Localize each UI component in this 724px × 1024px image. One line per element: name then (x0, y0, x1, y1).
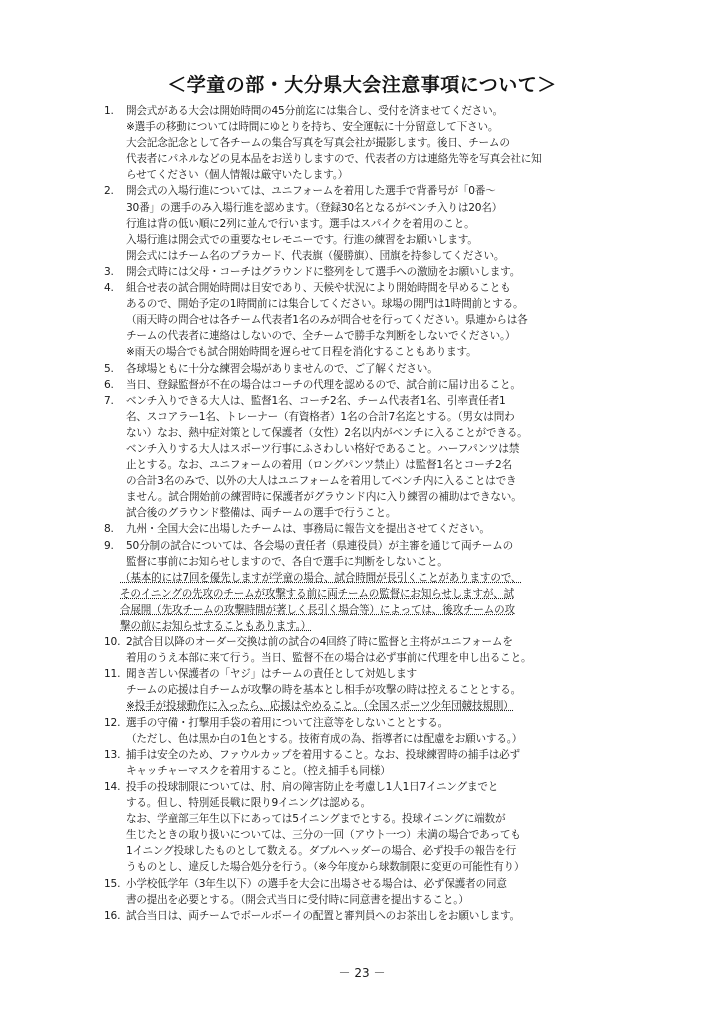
notice-item (104, 103, 614, 183)
document-title: ＜学童の部・大分県大会注意事項について＞ (167, 74, 557, 96)
notice-line: ない）なお、熱中症対策として保護者（女性）2名以内がベンチに入ることができる。 (126, 426, 528, 439)
notice-line-underlined: 撃の前にお知らせすることもあります。） (120, 620, 312, 632)
notice-item-number: 10. (104, 636, 121, 649)
notice-line: 2試合目以降のオーダー交換は前の試合の4回終了時に監督と主将がユニフォームを (126, 636, 513, 649)
notice-line: ※雨天の場合でも試合開始時間を遅らせて日程を消化することもあります。 (126, 346, 477, 359)
notice-item-number: 9. (104, 539, 114, 552)
notice-item (104, 715, 614, 747)
notice-line: らせてください（個人情報は厳守いたします。） (126, 169, 349, 182)
notice-item-number: 6. (104, 378, 114, 391)
notice-line: 聞き苦しい保護者の「ヤジ」はチームの責任として対処します (126, 668, 417, 681)
notice-line: 投手の投球制限については、肘、肩の障害防止を考慮し1人1日7イニングまでと (126, 780, 499, 793)
notice-line: 各球場ともに十分な練習会場がありませんので、ご了解ください。 (126, 362, 438, 375)
notice-item-number: 8. (104, 523, 114, 536)
notice-item-number: 1. (104, 105, 114, 117)
notice-line-underlined: ※投手が投球動作に入ったら、応援はやめること。（全国スポーツ少年団競技規則） (126, 700, 514, 713)
notice-line: 当日、登録監督が不在の場合はコーチの代理を認めるので、試合前に届け出ること。 (126, 378, 521, 391)
notice-item-number: 2. (104, 185, 114, 198)
notice-line: の合計3名のみで、以外の大人はユニフォームを着用してベンチ内に入ることはでき (126, 475, 517, 488)
notice-line: ※選手の移動については時間にゆとりを持ち、安全運転に十分留意して下さい。 (126, 121, 499, 134)
notice-item-number: 13. (104, 748, 121, 761)
notice-item (104, 747, 614, 779)
notice-line: 入場行進は開会式での重要なセレモニーです。行進の練習をお願いします。 (126, 233, 478, 246)
notice-line: 開会式の入場行進については、ユニフォームを着用した選手で背番号が「0番～ (126, 185, 496, 198)
notice-line: 止とする。なお、ユニフォームの着用（ロングパンツ禁止）は監督1名とコーチ2名 (126, 459, 512, 472)
notice-line: うものとし、違反した場合処分を行う。（※今年度から球数制限に変更の可能性有り） (126, 861, 525, 874)
notice-line: 選手の守備・打撃用手袋の着用について注意等をしないこととする。 (126, 716, 448, 729)
notice-item-number: 16. (104, 909, 121, 922)
notice-item (104, 538, 614, 635)
page-number: － 23 － (338, 966, 386, 980)
notice-line: 50分制の試合については、各会場の責任者（県連役員）が主審を通じて両チームの (126, 539, 514, 552)
notice-line: 着用のうえ本部に来て行う。当日、監督不在の場合は必ず事前に代理を申し出ること。 (126, 652, 532, 665)
notice-item (104, 876, 614, 908)
notice-item (104, 361, 614, 377)
notice-line: ません。試合開始前の練習時に保護者がグラウンド内に入り練習の補助はできない。 (126, 491, 522, 504)
notice-line: （雨天時の問合せは各チーム代表者1名のみが問合せを行ってください。県連からは各 (126, 314, 528, 327)
notice-line: 開会式にはチーム名のプラカード、代表旗（優勝旗）、団旗を持参してください。 (126, 249, 505, 262)
notice-line: 監督に事前にお知らせしますので、各自で選手に判断をしないこと。 (126, 555, 448, 568)
notice-line: あるので、開始予定の1時間前には集合してください。球場の開門は1時間前とする。 (126, 298, 524, 311)
notice-item (104, 183, 614, 263)
notice-item-number: 12. (104, 716, 121, 729)
notice-line: 名、スコアラー1名、トレーナー（有資格者）1名の合計7名迄とする。（男女は問わ (126, 410, 515, 423)
notice-line: 大会記念記念として各チームの集合写真を写真会社が撮影します。後日、チームの (126, 137, 510, 150)
notice-line: 開会式時には父母・コーチはグラウンドに整列をして選手への激励をお願いします。 (126, 265, 521, 278)
notice-item (104, 393, 614, 522)
notice-item-number: 11. (104, 668, 121, 681)
notice-item-number: 5. (104, 362, 114, 375)
notice-item-number: 3. (104, 265, 114, 278)
notice-line: 行進は背の低い順に2列に並んで行います。選手はスパイクを着用のこと。 (126, 217, 475, 230)
notice-line-underlined: （基本的には7回を優先しますが学童の場合、試合時間が長引くことがありますので、 (120, 571, 522, 584)
notice-line: 1イニング投球したものとして数える。ダブルヘッダーの場合、必ず投手の報告を行 (126, 845, 517, 858)
notice-line-underlined: 合展開（先攻チームの攻撃時間が著しく長引く場合等）によっては、後攻チームの攻 (120, 603, 515, 616)
notice-line: キャッチャーマスクを着用すること。（控え捕手も同様） (126, 764, 391, 777)
notice-line: 書の提出を必要とする。（開会式当日に受付時に同意書を提出すること。） (126, 893, 469, 906)
notice-item-number: 4. (104, 282, 114, 295)
notice-line: 九州・全国大会に出場したチームは、事務局に報告文を提出させてください。 (126, 523, 490, 536)
notice-line: 組合せ表の試合開始時間は目安であり、天候や状況により開始時間を早めることも (126, 282, 511, 295)
notice-line: チームの代表者に連絡はしないので、全チームで勝手な判断をしないでください。） (126, 330, 516, 343)
notice-item (104, 666, 614, 714)
notice-item (104, 779, 614, 876)
notice-item-number: 14. (104, 780, 121, 793)
notice-item (104, 521, 614, 537)
notice-line: ベンチ入りできる大人は、監督1名、コーチ2名、チーム代表者1名、引率責任者1 (126, 394, 506, 407)
notice-line: 捕手は安全のため、ファウルカップを着用すること。なお、投球練習時の捕手は必ず (126, 748, 520, 761)
notice-line: 小学校低学年（3年生以下）の選手を大会に出場させる場合は、必ず保護者の同意 (126, 877, 507, 890)
notice-item (104, 634, 614, 666)
notice-line: 30番」の選手のみ入場行進を認めます。（登録30名となるがベンチ入りは20名） (126, 201, 503, 214)
notice-line: チームの応援は自チームが攻撃の時を基本とし相手が攻撃の時は控えることとする。 (126, 684, 521, 697)
notice-list (104, 103, 614, 924)
notice-line: 試合後のグラウンド整備は、両チームの選手で行うこと。 (126, 507, 397, 520)
notice-line: （ただし、色は黒か白の1色とする。技術育成の為、指導者には配慮をお願いする。） (126, 732, 523, 745)
notice-item (104, 908, 614, 924)
notice-item (104, 280, 614, 360)
notice-item (104, 377, 614, 393)
notice-line: 開会式がある大会は開始時間の45分前迄には集合し、受付を済ませてください。 (126, 105, 503, 117)
notice-line-underlined: そのイニングの先攻のチームが攻撃する前に両チームの監督にお知らせしますが、試 (120, 587, 515, 600)
notice-line: ベンチ入りする大人はスポーツ行事にふさわしい格好であること。ハーフパンツは禁 (126, 442, 520, 455)
notice-line: なお、学童部三年生以下にあっては5イニングまでとする。投球イニングに端数が (126, 813, 506, 826)
notice-line: 試合当日は、両チームでボールボーイの配置と審判員へのお茶出しをお願いします。 (126, 909, 520, 922)
notice-item-number: 7. (104, 394, 114, 407)
notice-line: する。但し、特別延長戦に限り9イニングは認める。 (126, 797, 371, 810)
notice-item-number: 15. (104, 877, 121, 890)
notice-line: 代表者にパネルなどの見本品をお送りしますので、代表者の方は連絡先等を写真会社に知 (126, 153, 542, 166)
notice-item (104, 264, 614, 280)
notice-line: 生じたときの取り扱いについては、三分の一回（アウト一つ）未満の場合であっても (126, 829, 521, 842)
